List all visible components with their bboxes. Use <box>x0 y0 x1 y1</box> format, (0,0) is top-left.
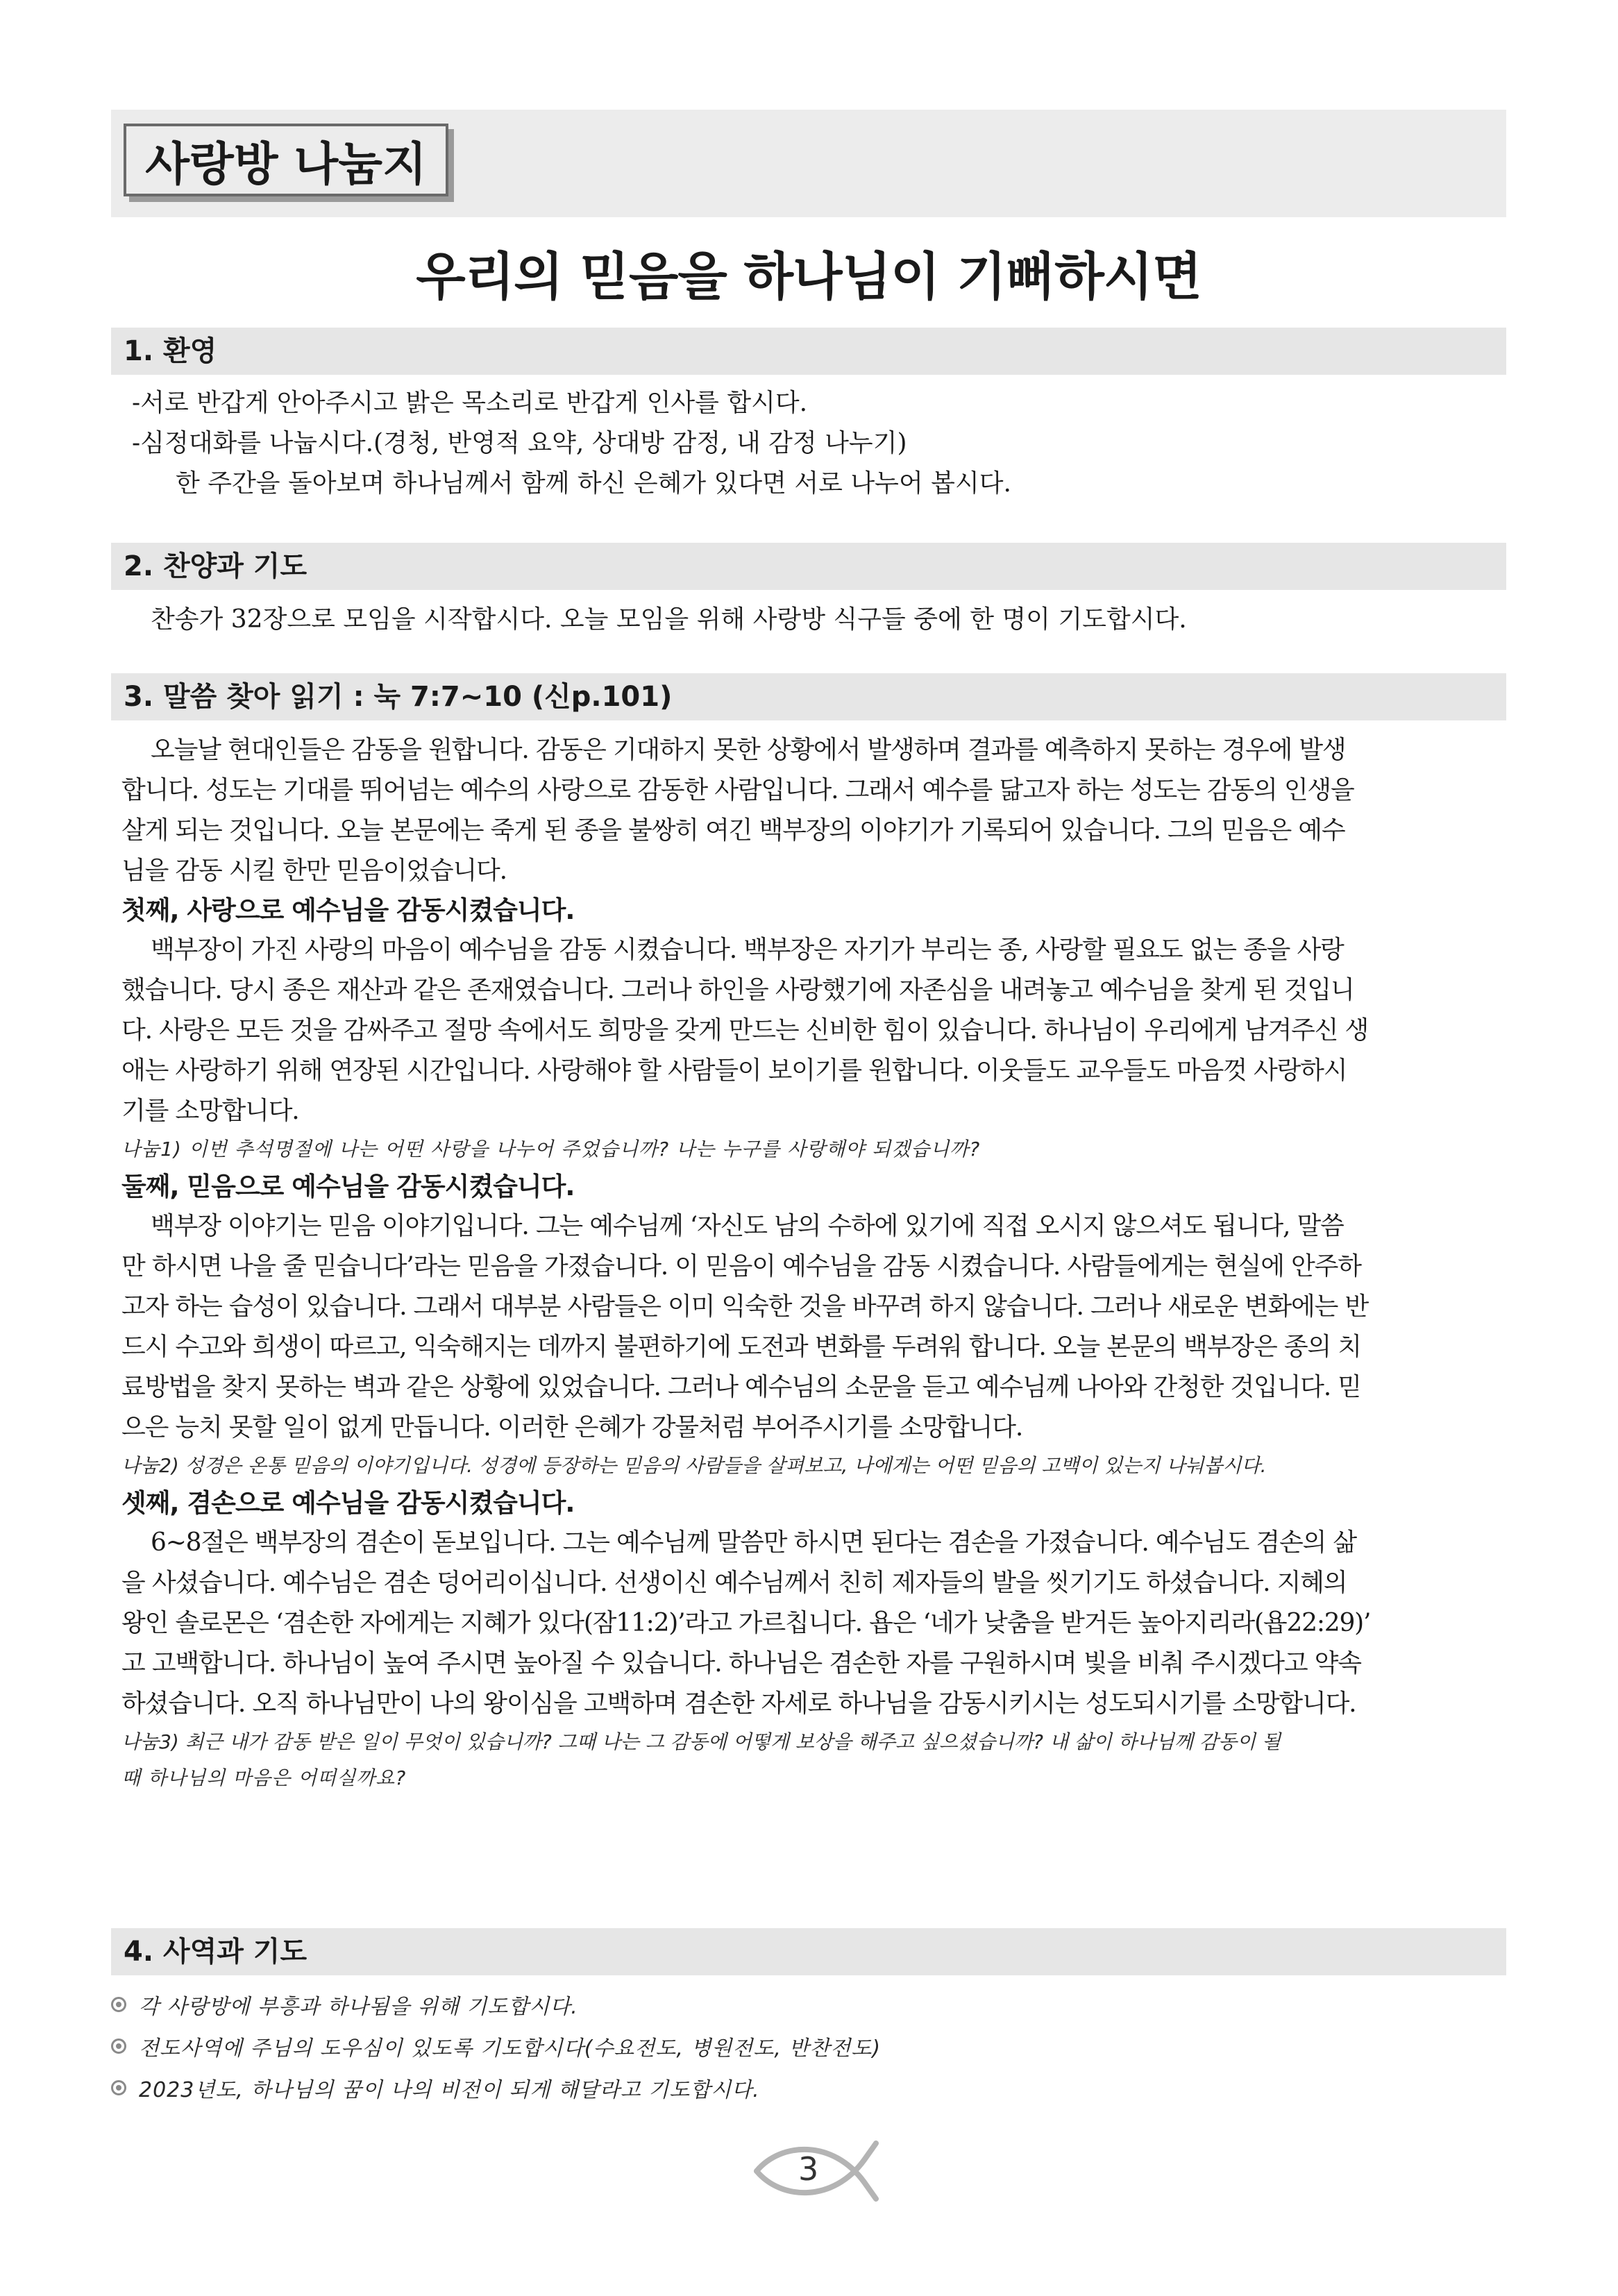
text-line: 백부장 이야기는 믿음 이야기입니다. 그는 예수님께 ‘자신도 남의 수하에 있기에 직접 오시지 않으셔도 됩니다, 말씀 <box>151 1212 1344 1240</box>
page-title: 우리의 믿음을 하나님이 기뻐하시면 <box>416 247 1202 307</box>
text-line: 만 하시면 나을 줄 믿습니다’라는 믿음을 가졌습니다. 이 믿음이 예수님을 감동 시켰습니다. 사람들에게는 현실에 안주하 <box>121 1252 1361 1281</box>
text-line: -서로 반갑게 안아주시고 밝은 목소리로 반갑게 인사를 합시다. <box>132 389 808 417</box>
text-line: 님을 감동 시킬 한만 믿음이었습니다. <box>121 856 507 885</box>
page-number: 3 <box>798 2150 819 2188</box>
header-label: 사랑방 나눔지 <box>124 124 448 196</box>
text-line: 찬송가 32장으로 모임을 시작합시다. 오늘 모임을 위해 사랑방 식구들 중에 한 명이 기도합시다. <box>151 605 1187 634</box>
section-heading-worship: 2. 찬양과 기도 <box>111 543 1506 590</box>
text-line: -심정대화를 나눕시다.(경청, 반영적 요약, 상대방 감정, 내 감정 나누기) <box>132 429 907 457</box>
section-welcome-body <box>121 383 1506 504</box>
bullet-icon <box>111 1997 126 2012</box>
text-line: 으은 능치 못할 일이 없게 만듭니다. 이러한 은혜가 강물처럼 부어주시기를 소망합니다. <box>121 1413 1023 1442</box>
text-line: 애는 사랑하기 위해 연장된 시간입니다. 사랑해야 할 사람들이 보이기를 원합니다. 이웃들도 교우들도 마음껏 사랑하시 <box>121 1056 1347 1085</box>
section-heading-welcome: 1. 환영 <box>111 328 1506 375</box>
page-number-ornament <box>750 2138 882 2204</box>
text-line: 했습니다. 당시 종은 재산과 같은 존재였습니다. 그러나 하인을 사랑했기에 자존심을 내려놓고 예수님을 찾게 된 것입니 <box>121 976 1354 1004</box>
prayer-list <box>111 1984 1506 2109</box>
section-heading-word: 3. 말씀 찾아 읽기 : 눅 7:7~10 (신p.101) <box>111 673 1506 720</box>
sharing-question-1: 나눔1) 이번 추석명절에 나는 어떤 사랑을 나누어 주었습니까? 나는 누구를 사랑해야 되겠습니까? <box>121 1138 981 1160</box>
section-word-body <box>121 730 1506 1796</box>
text-line: 드시 수고와 희생이 따르고, 익숙해지는 데까지 불편하기에 도전과 변화를 두려워 합니다. 오늘 본문의 백부장은 종의 치 <box>121 1333 1361 1361</box>
text-line: 고자 하는 습성이 있습니다. 그래서 대부분 사람들은 이미 익숙한 것을 바꾸려 하지 않습니다. 그러나 새로운 변화에는 반 <box>121 1292 1369 1321</box>
text-line: 백부장이 가진 사랑의 마음이 예수님을 감동 시켰습니다. 백부장은 자기가 부리는 종, 사랑할 필요도 없는 종을 사랑 <box>151 936 1344 964</box>
sharing-question-2: 나눔2) 성경은 온통 믿음의 이야기입니다. 성경에 등장하는 믿음의 사람들을 살펴보고, 나에게는 어떤 믿음의 고백이 있는지 나눠봅시다. <box>121 1454 1267 1477</box>
section-heading-ministry: 4. 사역과 기도 <box>111 1928 1506 1975</box>
text-line: 료방법을 찾지 못하는 벽과 같은 상황에 있었습니다. 그러나 예수님의 소문을 듣고 예수님께 나아와 간청한 것입니다. 믿 <box>121 1373 1361 1401</box>
point-2-title: 둘째, 믿음으로 예수님을 감동시켰습니다. <box>121 1172 575 1201</box>
prayer-item-text: 2023년도, 하나님의 꿈이 나의 비전이 되게 해달라고 기도합시다. <box>139 2078 760 2102</box>
list-item <box>111 2067 1506 2109</box>
prayer-item-text: 각 사랑방에 부흥과 하나됨을 위해 기도합시다. <box>139 1995 578 2019</box>
point-3-title: 셋째, 겸손으로 예수님을 감동시켰습니다. <box>121 1488 575 1518</box>
sharing-question-3-cont: 때 하나님의 마음은 어떠실까요? <box>121 1766 407 1789</box>
bullet-icon <box>111 2080 126 2095</box>
text-line: 을 사셨습니다. 예수님은 겸손 덩어리이십니다. 선생이신 예수님께서 친히 제자들의 발을 씻기기도 하셨습니다. 지혜의 <box>121 1569 1347 1597</box>
text-line: 합니다. 성도는 기대를 뛰어넘는 예수의 사랑으로 감동한 사람입니다. 그래서 예수를 닮고자 하는 성도는 감동의 인생을 <box>121 776 1354 804</box>
bullet-icon <box>111 2038 126 2054</box>
text-line: 하셨습니다. 오직 하나님만이 나의 왕이심을 고백하며 겸손한 자세로 하나님을 감동시키시는 성도되시기를 소망합니다. <box>121 1689 1356 1718</box>
list-item <box>111 1984 1506 2025</box>
section-worship-body <box>121 600 1506 640</box>
text-line: 한 주간을 돌아보며 하나님께서 함께 하신 은혜가 있다면 서로 나누어 봅시다. <box>176 469 1011 498</box>
text-line: 왕인 솔로몬은 ‘겸손한 자에게는 지혜가 있다(잠11:2)’라고 가르칩니다. 욥은 ‘네가 낮춤을 받거든 높아지리라(욥22:29)’ <box>121 1609 1371 1637</box>
text-line: 오늘날 현대인들은 감동을 원합니다. 감동은 기대하지 못한 상황에서 발생하며 결과를 예측하지 못하는 경우에 발생 <box>151 736 1346 764</box>
point-1-title: 첫째, 사랑으로 예수님을 감동시켰습니다. <box>121 895 575 925</box>
text-line: 다. 사랑은 모든 것을 감싸주고 절망 속에서도 희망을 갖게 만드는 신비한 힘이 있습니다. 하나님이 우리에게 남겨주신 생 <box>121 1016 1369 1045</box>
text-line: 고 고백합니다. 하나님이 높여 주시면 높아질 수 있습니다. 하나님은 겸손한 자를 구원하시며 빛을 비춰 주시겠다고 약속 <box>121 1649 1361 1678</box>
sharing-question-3: 나눔3) 최근 내가 감동 받은 일이 무엇이 있습니까? 그때 나는 그 감동에 어떻게 보상을 해주고 싶으셨습니까? 내 삶이 하나님께 감동이 될 <box>121 1730 1281 1753</box>
text-line: 6~8절은 백부장의 겸손이 돋보입니다. 그는 예수님께 말씀만 하시면 된다는 겸손을 가졌습니다. 예수님도 겸손의 삶 <box>151 1528 1356 1557</box>
text-line: 살게 되는 것입니다. 오늘 본문에는 죽게 된 종을 불쌍히 여긴 백부장의 이야기가 기록되어 있습니다. 그의 믿음은 예수 <box>121 816 1345 845</box>
text-line: 기를 소망합니다. <box>121 1097 299 1125</box>
prayer-item-text: 전도사역에 주님의 도우심이 있도록 기도합시다(수요전도, 병원전도, 반찬전도) <box>139 2036 882 2061</box>
list-item <box>111 2025 1506 2067</box>
